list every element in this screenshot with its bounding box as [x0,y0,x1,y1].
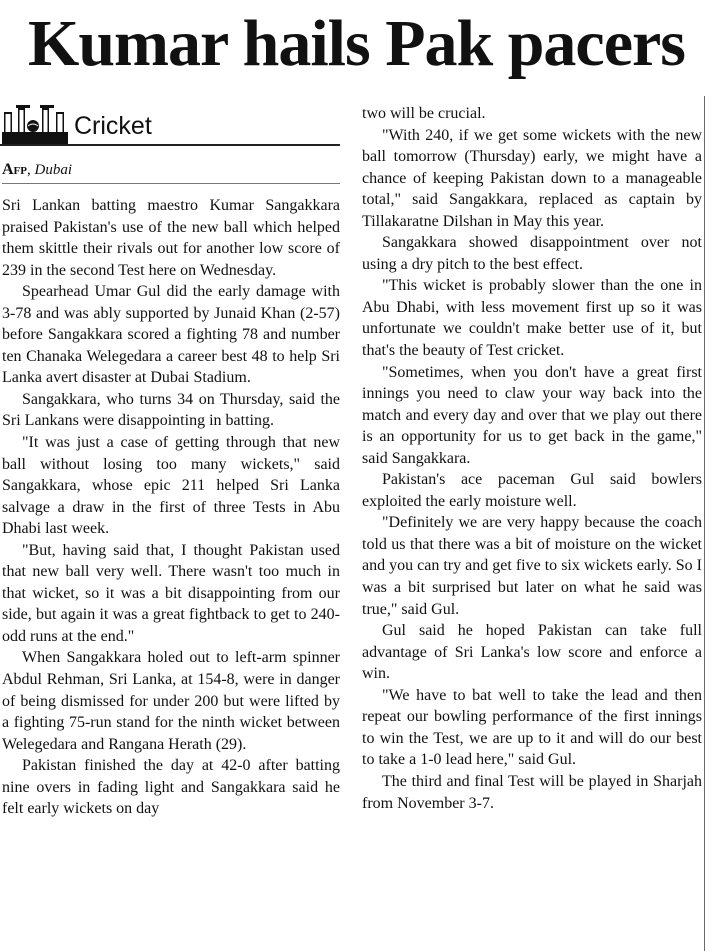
paragraph: "But, having said that, I thought Pakistan used that new ball very well. There wasn't too much in that wicket, so it was a bit disappointing from our side, but again it was a great fightback to get to 240-odd runs at the end." [2,541,340,645]
paragraph: Sangakkara showed disappointment over not using a dry pitch to the best effect. [362,234,702,273]
paragraph: two will be crucial. [362,105,486,122]
paragraph: When Sangakkara holed out to left-arm spinner Abdul Rehman, Sri Lanka, at 154-8, were in danger of being dismissed for under 200 but were lifted by a fighting 75-run stand for the ninth wicket between Welegedara and Rangana Herath (29). [2,649,340,753]
byline-agency: Afp [2,161,27,178]
article-column-1 [2,195,340,820]
paragraph: Sri Lankan batting maestro Kumar Sangakkara praised Pakistan's use of the new ball which helped them skittle their rivals out for another low score of 239 in the second Test here on Wednesday. [2,197,340,279]
section-header [2,104,340,146]
byline: Afp, Dubai [2,161,72,178]
paragraph: Spearhead Umar Gul did the early damage with 3-78 and was ably supported by Junaid Khan (2-57) before Sangakkara scored a fighting 78 and number ten Chanaka Welegedara a career best 48 to help Sri Lanka avert disaster at Dubai Stadium. [2,283,340,387]
paragraph: Gul said he hoped Pakistan can take full advantage of Sri Lanka's low score and enforce a win. [362,622,702,683]
paragraph: "Sometimes, when you don't have a great first innings you need to claw your way back into the match and every day and over that we play out there is an opportunity for us to get back in the game," said Sangakkara. [362,363,702,467]
paragraph: "With 240, if we get some wickets with the new ball tomorrow (Thursday) early, we might have a chance of keeping Pakistan down to a manageable total," said Sangakkara, replaced as captain by Tillakaratne Dilshan in May this year. [362,126,702,230]
cricket-stumps-icon [2,104,68,144]
headline: Kumar hails Pak pacers [28,7,685,80]
byline-place: Dubai [34,162,72,178]
paragraph: "It was just a case of getting through that new ball without losing too many wickets," said Sangakkara, whose epic 211 helped Sri Lanka salvage a draw in the first of three Tests in Abu Dhabi last week. [2,434,340,538]
paragraph: The third and final Test will be played in Sharjah from November 3-7. [362,772,702,812]
paragraph: "We have to bat well to take the lead and then repeat our bowling performance of the first innings to win the Test, we are up to it and will do our best to take a 1-0 lead here," said Gul. [362,686,702,769]
section-rule [0,144,340,146]
paragraph: "Definitely we are very happy because the coach told us that there was a bit of moisture on the wicket and you can try and get five to six wickets early. So I was a bit surprised but later on what he said was true," said Gul. [362,514,702,618]
column-divider [704,96,705,951]
paragraph: Sangakkara, who turns 34 on Thursday, said the Sri Lankans were disappointing in batting. [2,390,340,430]
article-column-2 [362,103,702,814]
section-label: Cricket [74,112,152,140]
paragraph: Pakistan finished the day at 42-0 after batting nine overs in fading light and Sangakkara said he felt early wickets on day [2,757,340,818]
byline-rule [2,183,340,184]
paragraph: Pakistan's ace paceman Gul said bowlers exploited the early moisture well. [362,471,702,510]
paragraph: "This wicket is probably slower than the one in Abu Dhabi, with less movement first up so it was unfortunate we couldn't make better use of it, but that's the beauty of Test cricket. [362,277,702,360]
